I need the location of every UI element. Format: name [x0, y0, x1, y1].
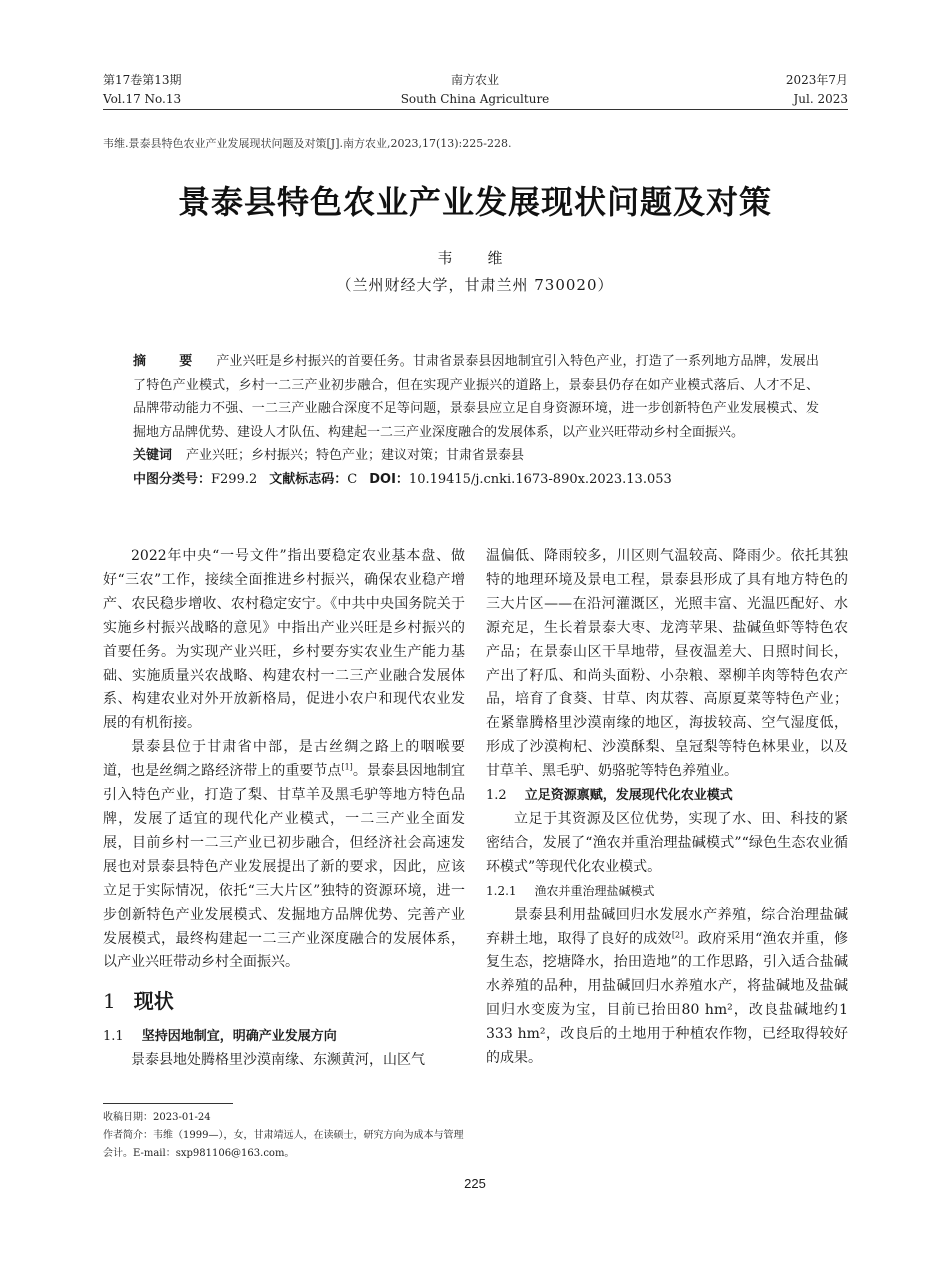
clc-value: F299.2	[211, 471, 258, 487]
section-1-1-paragraph-start: 景泰县地处腾格里沙漠南缘、东濒黄河，山区气	[131, 1052, 425, 1069]
section-1-2-number: 1.2	[486, 788, 507, 804]
keywords-text: 产业兴旺；乡村振兴；特色产业；建议对策；甘肃省景泰县	[186, 448, 525, 464]
reference-2: [2]	[671, 929, 684, 939]
journal-issue-en: Vol.17 No.13	[103, 92, 182, 106]
section-1-2-title: 立足资源禀赋，发展现代化农业模式	[524, 788, 733, 804]
section-1-2-1-paragraph-a: 景泰县利用盐碱回归水发展水产养殖，综合治理盐碱弃耕土地，取得了良好的成效	[486, 906, 848, 947]
citation: 韦维.景泰县特色农业产业发展现状问题及对策[J].南方农业,2023,17(13):225-228.	[103, 137, 512, 150]
section-1-2-paragraph: 立足于其资源及区位优势，实现了水、田、科技的紧密结合，发展了“渔农并重治理盐碱模式”“绿色生态农业循环模式”等现代化农业模式。	[486, 810, 848, 875]
clc-label: 中图分类号：	[133, 471, 212, 487]
abstract-text: 产业兴旺是乡村振兴的首要任务。甘肃省景泰县因地制宜引入特色产业，打造了一系列地方品牌，发展出了特色产业模式，乡村一二三产业初步融合，但在实现产业振兴的道路上，景泰县仍存在如产业模式落后、人才不足、品牌带动能力不强、一二三产业融合深度不足等问题，景泰县应立足自身资源环境，进一步创新特色产业发展模式、发掘地方品牌优势、建设人才队伍、构建起一二三产业深度融合的发展体系，以产业兴旺带动乡村全面振兴。	[133, 354, 819, 440]
journal-name-en: South China Agriculture	[400, 92, 550, 106]
intro-paragraph-1: 2022年中央“一号文件”指出要稳定农业基本盘、做好“三农”工作，接续全面推进乡村振兴，确保农业稳产增产、农民稳步增收、农村稳定安宁。《中共中央国务院关于实施乡村振兴战略的意见》中指出产业兴旺是乡村振兴的首要任务。为实现产业兴旺，乡村要夯实农业生产能力基础、实施质量兴农战略、构建农村一二三产业融合发展体系、构建农业对外开放新格局，促进小农户和现代农业发展的有机衔接。	[103, 548, 465, 732]
author-bio: 作者简介：韦维（1999—），女，甘肃靖远人，在读硕士，研究方向为成本与管理会计。E-mail：sxp981106@163.com。	[103, 1130, 464, 1159]
section-1-2-1-heading	[486, 880, 848, 904]
section-1-title: 现状	[133, 989, 174, 1014]
doi-label: DOI：	[369, 471, 409, 487]
page-number: 225	[464, 1176, 486, 1191]
doc-code-label: 文献标志码：	[269, 471, 348, 487]
affiliation: （兰州财经大学，甘肃兰州 730020）	[336, 276, 614, 294]
section-1-1-heading	[103, 1025, 465, 1049]
header-rule	[103, 109, 848, 110]
section-1-1-title: 坚持因地制宜，明确产业发展方向	[141, 1029, 337, 1045]
section-1-2-1-number: 1.2.1	[486, 883, 517, 898]
right-column	[486, 545, 848, 1071]
doc-code-value: C	[347, 471, 358, 487]
section-1-2-1-paragraph	[486, 904, 848, 1071]
abstract	[133, 350, 819, 444]
section-1-number: 1	[103, 989, 116, 1014]
abstract-label: 摘 要	[133, 354, 203, 369]
classification-line	[133, 468, 819, 492]
issue-date-en: Jul. 2023	[793, 92, 848, 106]
footnote-rule	[103, 1103, 233, 1104]
intro-paragraph-2-b: 。景泰县因地制宜引入特色产业，打造了梨、甘草羊及黑毛驴等地方特色品牌，发展了适宜的现代化产业模式，一二三产业全面发展，目前乡村一二三产业已初步融合，但经济社会高速发展也对景泰县特色产业发展提出了新的要求，因此，应该立足于实际情况，依托“三大片区”独特的资源环境，进一步创新特色产业发展模式、发掘地方品牌优势、完善产业发展模式，最终构建起一二三产业深度融合的发展体系，以产业兴旺带动乡村全面振兴。	[103, 763, 466, 971]
section-1-1-number: 1.1	[103, 1029, 124, 1045]
section-1-2-heading	[486, 784, 848, 808]
section-1-1-paragraph-cont: 温偏低、降雨较多，川区则气温较高、降雨少。依托其独特的地理环境及景电工程，景泰县形成了具有地方特色的三大片区——在沿河灌溉区，光照丰富、光温匹配好、水源充足，生长着景泰大枣、龙湾苹果、盐碱鱼虾等特色农产品；在景泰山区干旱地带，昼夜温差大、日照时间长，产出了籽瓜、和尚头面粉、小杂粮、翠柳羊肉等特色农产品，培育了食葵、甘草、肉苁蓉、高原夏菜等特色产业；在紧靠腾格里沙漠南缘的地区，海拔较高、空气湿度低，形成了沙漠枸杞、沙漠酥梨、皇冠梨等特色林果业，以及甘草羊、黑毛驴、奶骆驼等特色养殖业。	[486, 548, 848, 780]
doi-value: 10.19415/j.cnki.1673-890x.2023.13.053	[408, 471, 672, 487]
footnote	[103, 1109, 468, 1163]
paper-title: 景泰县特色农业产业发展现状问题及对策	[177, 183, 772, 221]
intro-paragraph-2-a: 景泰县位于甘肃省中部，是古丝绸之路上的咽喉要道，也是丝绸之路经济带上的重要节点	[103, 739, 465, 780]
intro-paragraph-2	[103, 736, 465, 975]
reference-1: [1]	[341, 762, 353, 772]
abstract-block	[133, 350, 819, 492]
author: 韦 维	[437, 249, 513, 267]
issue-date-cn: 2023年7月	[785, 73, 848, 87]
section-1-2-1-title: 渔农并重治理盐碱模式	[534, 883, 655, 898]
journal-name-cn: 南方农业	[450, 73, 499, 87]
received-date: 收稿日期：2023-01-24	[103, 1112, 211, 1123]
keywords	[133, 444, 819, 468]
section-1-heading	[103, 985, 465, 1017]
journal-issue-cn: 第17卷第13期	[103, 73, 182, 87]
left-column	[103, 545, 465, 1073]
keywords-label: 关键词	[133, 448, 173, 464]
section-1-2-1-paragraph-b: 。政府采用“渔农并重，修复生态，挖塘降水，抬田造地”的工作思路，引入适合盐碱水养殖的品种，用盐碱回归水养殖水产，将盐碱地及盐碱回归水变废为宝，目前已抬田80 hm²，改良盐碱地约1 333 hm²，改良后的土地用于种植农作物，已经取得较好的成果。	[486, 930, 848, 1067]
